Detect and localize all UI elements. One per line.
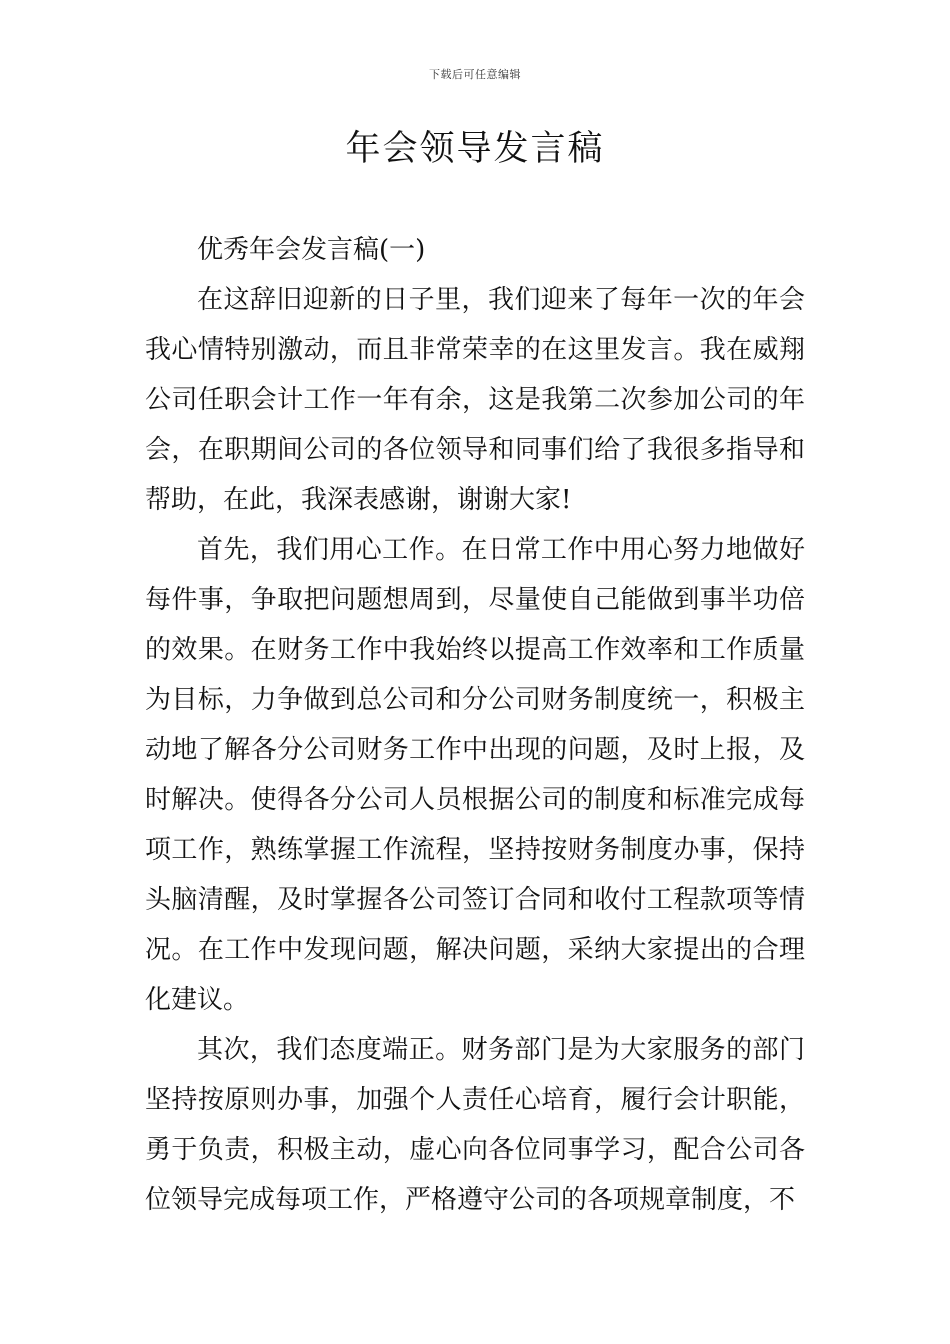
document-body [145, 225, 805, 1225]
paragraph: 其次，我们态度端正。财务部门是为大家服务的部门坚持按原则办事，加强个人责任心培育，履行会计职能，勇于负责，积极主动，虚心向各位同事学习，配合公司各位领导完成每项工作，严格遵守公司的各项规章制度，不 [145, 1035, 805, 1215]
document-title: 年会领导发言稿 [345, 129, 605, 169]
paragraph: 首先，我们用心工作。在日常工作中用心努力地做好每件事，争取把问题想周到，尽量使自己能做到事半功倍的效果。在财务工作中我始终以提高工作效率和工作质量为目标，力争做到总公司和分公司财务制度统一，积极主动地了解各分公司财务工作中出现的问题，及时上报，及时解决。使得各分公司人员根据公司的制度和标准完成每项工作，熟练掌握工作流程，坚持按财务制度办事，保持头脑清醒，及时掌握各公司签订合同和收付工程款项等情况。在工作中发现问题，解决问题，采纳大家提出的合理化建议。 [145, 535, 805, 1015]
paragraph: 在这辞旧迎新的日子里，我们迎来了每年一次的年会我心情特别激动，而且非常荣幸的在这里发言。我在威翔公司任职会计工作一年有余，这是我第二次参加公司的年会，在职期间公司的各位领导和同事们给了我很多指导和帮助，在此，我深表感谢，谢谢大家! [145, 285, 805, 515]
header-note: 下载后可任意编辑 [429, 68, 521, 81]
section-heading: 优秀年会发言稿(一) [197, 235, 426, 265]
